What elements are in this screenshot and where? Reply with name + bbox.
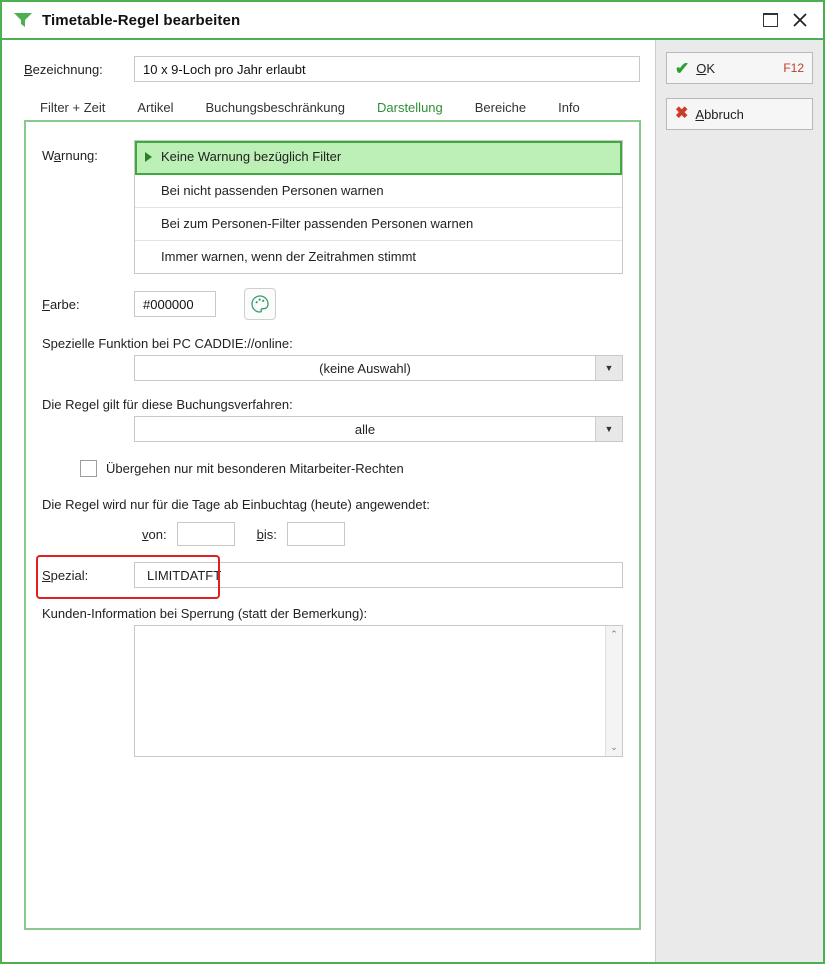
list-item[interactable]: Bei nicht passenden Personen warnen: [135, 175, 622, 208]
bezeichnung-row: [2, 40, 655, 82]
scrollbar[interactable]: [605, 626, 622, 756]
dialog-content: [2, 40, 655, 962]
spezial-row: [42, 562, 623, 588]
von-label: von:: [142, 526, 167, 542]
farbe-label: Farbe:: [42, 296, 80, 312]
ok-button[interactable]: [666, 52, 813, 84]
spezial-input[interactable]: LIMITDATFT: [134, 562, 623, 588]
title-bar: [2, 2, 823, 40]
tab-panel-darstellung: [24, 120, 641, 930]
list-item[interactable]: Keine Warnung bezüglich Filter: [135, 141, 622, 175]
tab-artikel[interactable]: Artikel: [137, 100, 174, 115]
restore-icon[interactable]: [755, 7, 785, 33]
list-item[interactable]: Bei zum Personen-Filter passenden Personen warnen: [135, 208, 622, 241]
cancel-button-label: Abbruch: [695, 106, 744, 122]
booking-methods-value: alle: [354, 421, 376, 437]
ok-button-label: OK: [696, 60, 716, 76]
override-checkbox[interactable]: [80, 460, 97, 477]
tab-buchungsbeschraenkung[interactable]: Buchungsbeschränkung: [205, 100, 345, 115]
customer-info-label: Kunden-Information bei Sperrung (statt der Bemerkung):: [42, 606, 368, 621]
action-sidebar: [655, 40, 823, 962]
farbe-row: [42, 288, 623, 320]
close-x-icon: ✖: [675, 105, 689, 122]
chevron-down-icon[interactable]: ▼: [595, 417, 622, 441]
close-icon[interactable]: [785, 7, 815, 33]
check-icon: ✔: [675, 58, 690, 78]
customer-info-value[interactable]: [135, 626, 605, 756]
farbe-input[interactable]: #000000: [134, 291, 216, 317]
customer-info-textarea[interactable]: [134, 625, 623, 757]
cancel-button[interactable]: [666, 98, 813, 130]
spezial-label: Spezial:: [42, 567, 89, 583]
bezeichnung-label: Bezeichnung:: [24, 61, 103, 77]
filter-icon: [12, 10, 34, 30]
scroll-down-icon[interactable]: ⌄: [610, 742, 618, 752]
online-function-select[interactable]: [134, 355, 623, 381]
von-input[interactable]: [177, 522, 235, 546]
override-checkbox-row[interactable]: [80, 460, 623, 477]
days-range-row: [142, 522, 623, 546]
ok-button-shortcut: F12: [783, 61, 804, 75]
scroll-up-icon[interactable]: ⌃: [610, 629, 618, 639]
booking-methods-select[interactable]: [134, 416, 623, 442]
tab-filter-zeit[interactable]: Filter + Zeit: [40, 100, 106, 115]
chevron-down-icon[interactable]: ▼: [595, 356, 622, 380]
online-function-label: Spezielle Funktion bei PC CADDIE://online:: [42, 336, 293, 351]
override-label: Übergehen nur mit besonderen Mitarbeiter-Rechten: [106, 461, 404, 476]
bis-label: bis:: [256, 526, 277, 542]
warnung-label: Warnung:: [42, 148, 98, 163]
warnung-listbox[interactable]: [134, 140, 623, 274]
palette-icon[interactable]: [244, 288, 276, 320]
tab-bar: [24, 94, 655, 120]
warnung-row: [42, 140, 623, 274]
bezeichnung-input[interactable]: 10 x 9-Loch pro Jahr erlaubt: [134, 56, 640, 82]
tab-darstellung[interactable]: Darstellung: [377, 100, 443, 115]
window-title: Timetable-Regel bearbeiten: [42, 11, 241, 29]
bis-input[interactable]: [287, 522, 345, 546]
booking-methods-label: Die Regel gilt für diese Buchungsverfahren:: [42, 397, 293, 412]
days-range-label: Die Regel wird nur für die Tage ab Einbuchtag (heute) angewendet:: [42, 497, 430, 512]
online-function-value: (keine Auswahl): [319, 360, 411, 376]
list-item[interactable]: Immer warnen, wenn der Zeitrahmen stimmt: [161, 249, 417, 264]
tab-bereiche[interactable]: Bereiche: [474, 100, 527, 115]
tab-info[interactable]: Info: [558, 100, 580, 115]
